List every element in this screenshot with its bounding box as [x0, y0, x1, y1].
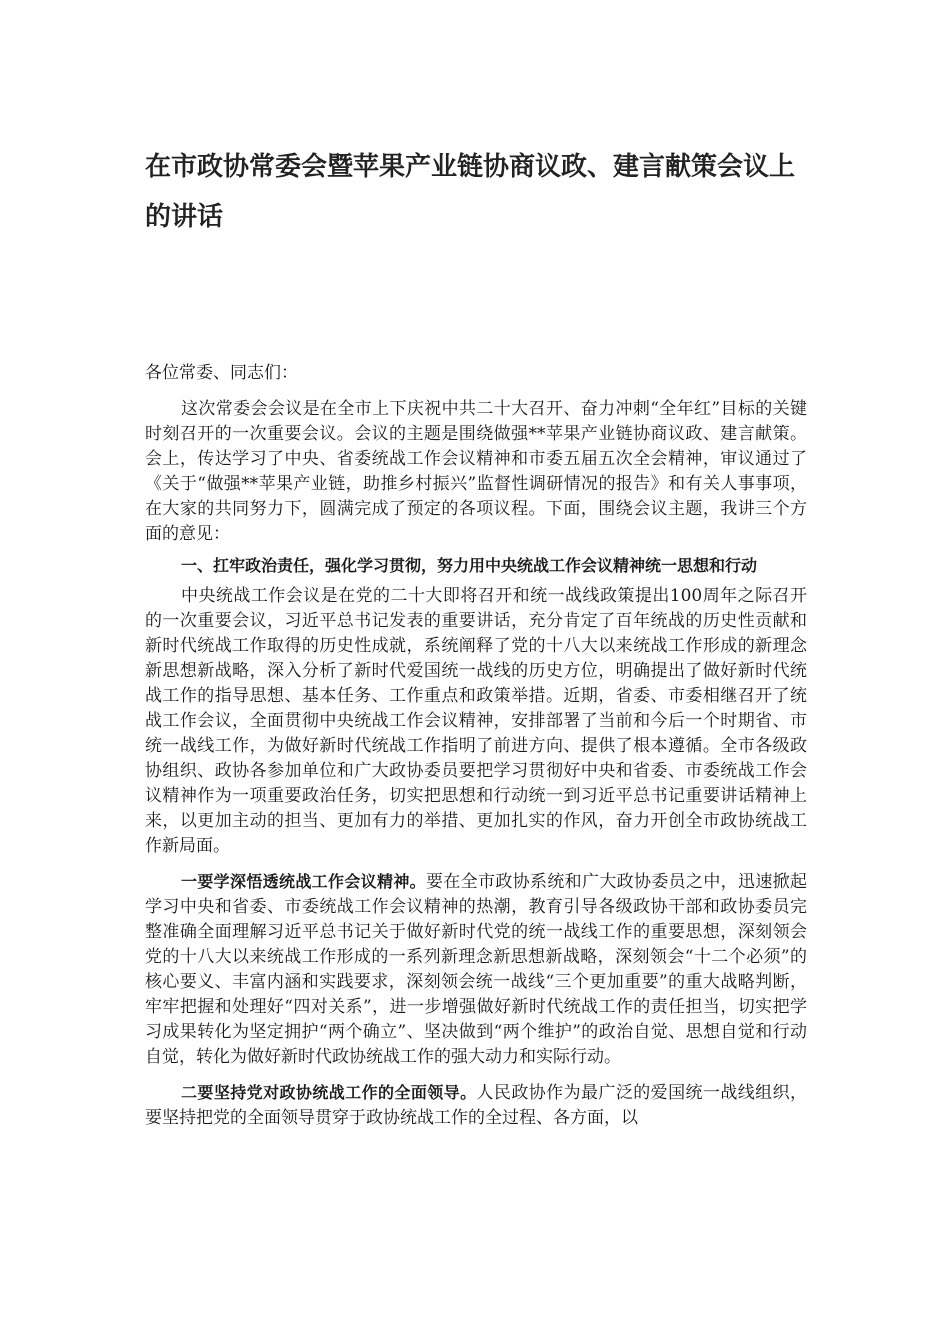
intro-paragraph: 这次常委会会议是在全市上下庆祝中共二十大召开、奋力冲刺“全年红”目标的关键时刻召开的一次重要会议。会议的主题是围绕做强**苹果产业链协商议政、建言献策。会上，传达学习了中央、省委统战工作会议精神和市委五届五次全会精神，审议通过了《关于“做强**苹果产业链，助推乡村振兴”监督性调研情况的报告》和有关人事事项，在大家的共同努力下，圆满完成了预定的各项议程。下面，围绕会议主题，我讲三个方面的意见： — [145, 399, 807, 544]
document-title: 在市政协常委会暨苹果产业链协商议政、建言献策会议上的讲话 — [145, 152, 796, 232]
document-body — [145, 361, 807, 1131]
salutation: 各位常委、同志们： — [145, 363, 298, 383]
section-1-heading: 一、扛牢政治责任，强化学习贯彻，努力用中央统战工作会议精神统一思想和行动 — [181, 556, 758, 575]
section-1-paragraph: 中央统战工作会议是在党的二十大即将召开和统一战线政策提出100周年之际召开的一次重要会议，习近平总书记发表的重要讲话，充分肯定了百年统战的历史性贡献和新时代统战工作取得的历史性成就，系统阐释了党的十八大以来统战工作形成的新理念新思想新战略，深入分析了新时代爱国统一战线的历史方位，明确提出了做好新时代统战工作的指导思想、基本任务、工作重点和政策举措。近期，省委、市委相继召开了统战工作会议，全面贯彻中央统战工作会议精神，安排部署了当前和今后一个时期省、市统一战线工作，为做好新时代统战工作指明了前进方向、提供了根本遵循。全市各级政协组织、政协各参加单位和广大政协委员要把学习贯彻好中央和省委、市委统战工作会议精神作为一项重要政治任务，切实把思想和行动统一到习近平总书记重要讲话精神上来，以更加主动的担当、更加有力的举措、更加扎实的作风，奋力开创全市政协统战工作新局面。 — [145, 586, 807, 856]
point-2-text: 人民政协作为最广泛的爱国统一战线组织，要坚持把党的全面领导贯穿于政协统战工作的全过程、各方面，以 — [145, 1083, 807, 1128]
point-2-lead: 二要坚持党对政协统战工作的全面领导。 — [181, 1083, 477, 1102]
point-1-paragraph — [145, 869, 807, 1070]
point-1-text: 要在全市政协系统和广大政协委员之中，迅速掀起学习中央和省委、市委统战工作会议精神的热潮，教育引导各级政协干部和政协委员完整准确全面理解习近平总书记关于做好新时代党的统一战线工作的重要思想，深刻领会党的十八大以来统战工作形成的一系列新理念新思想新战略，深刻领会“十二个必须”的核心要义、丰富内涵和实践要求，深刻领会统一战线“三个更加重要”的重大战略判断，牢牢把握和处理好“四对关系”，进一步增强做好新时代统战工作的责任担当，切实把学习成果转化为坚定拥护“两个确立”、坚决做到“两个维护”的政治自觉、思想自觉和行动自觉，转化为做好新时代政协统战工作的强大动力和实际行动。 — [145, 872, 807, 1067]
point-2-paragraph — [145, 1080, 807, 1131]
point-1-lead: 一要学深悟透统战工作会议精神。 — [181, 872, 426, 891]
